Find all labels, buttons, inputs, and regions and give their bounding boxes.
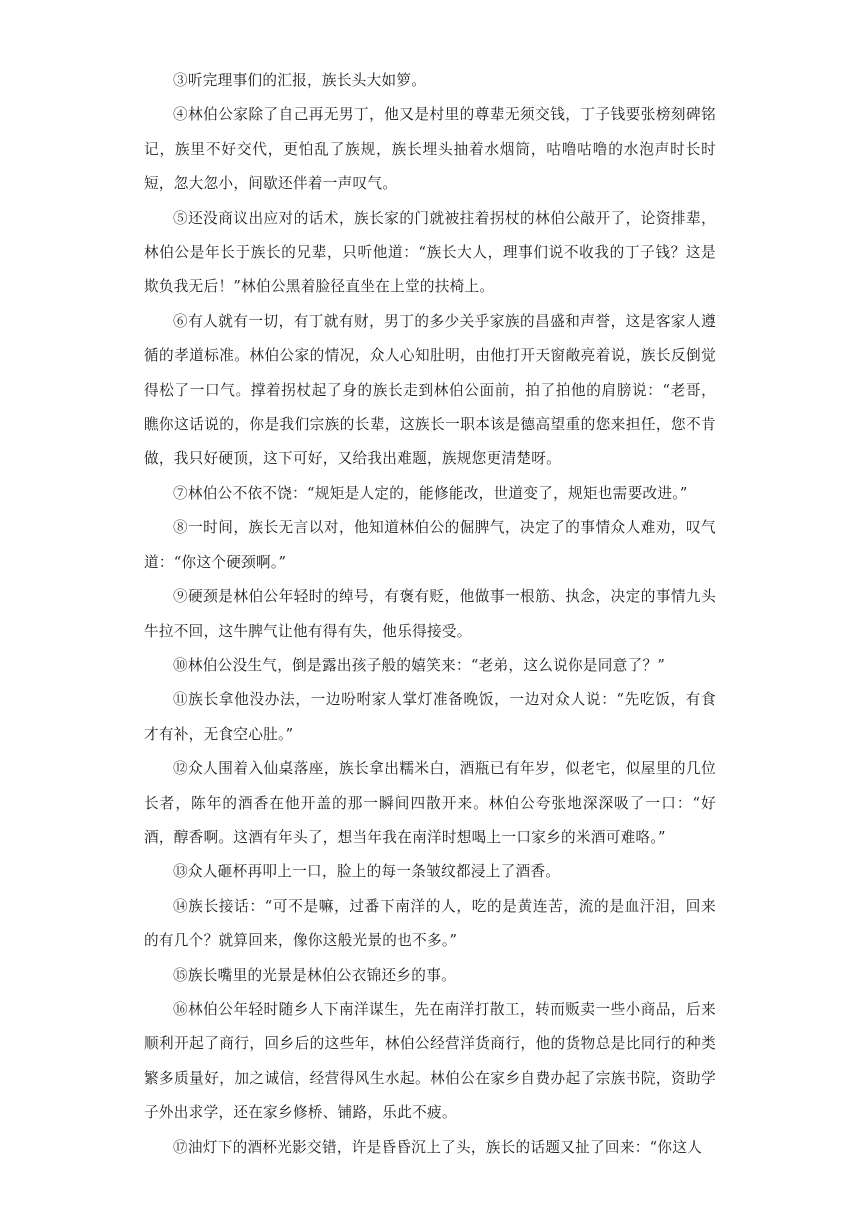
paragraph-17: ⑰油灯下的酒杯光影交错，许是昏昏沉上了头，族长的话题又扯了回来：“你这人 [173,1138,703,1156]
paragraph-12: ⑫众人围着入仙桌落座，族长拿出糯米白，酒瓶已有年岁，似老宅，似屋里的几位长者，陈年的酒香在他开盖的那一瞬间四散开来。林伯公夸张地深深吸了一口：“好酒，醇香啊。这酒有年头了，想当年我在南洋时想喝上一口家乡的米酒可难咯。” [144,760,716,846]
paragraph-10: ⑩林伯公没生气，倒是露出孩子般的嬉笑来：“老弟，这么说你是同意了？” [173,656,666,674]
paragraph-13: ⑬众人砸杯再叩上一口，脸上的每一条皱纹都浸上了酒香。 [173,863,561,881]
paragraph-5: ⑤还没商议出应对的话术，族长家的门就被拄着拐杖的林伯公敲开了，论资排辈，林伯公是年长于族长的兄辈，只听他道：“族长大人，理事们说不收我的丁子钱？这是欺负我无后！”林伯公黑着脸径直坐在上堂的扶椅上。 [144,209,716,296]
paragraph-9: ⑨硬颈是林伯公年轻时的绰号，有褒有贬，他做事一根筋、执念，决定的事情九头牛拉不回，这牛脾气让他有得有失，他乐得接受。 [144,588,716,640]
paragraph-4: ④林伯公家除了自己再无男丁，他又是村里的尊辈无须交钱，丁子钱要张榜刻碑铭记，族里不好交代，更怕乱了族规，族长埋头抽着水烟筒，咕噜咕噜的水泡声时长时短，忽大忽小，间歇还伴着一声叹气。 [144,106,716,193]
paragraph-8: ⑧一时间，族长无言以对，他知道林伯公的倔脾气，决定了的事情众人难劝，叹气道：“你这个硬颈啊。” [144,519,716,571]
paragraph-3: ③听完理事们的汇报，族长头大如箩。 [173,72,427,89]
paragraph-14: ⑭族长接话：“可不是嘛，过番下南洋的人，吃的是黄连苦，流的是血汗泪，回来的有几个？就算回来，像你这般光景的也不多。” [144,897,716,950]
paragraph-15: ⑮族长嘴里的光景是林伯公衣锦还乡的事。 [173,966,456,984]
paragraph-6: ⑥有人就有一切，有丁就有财，男丁的多少关乎家族的昌盛和声誉，这是客家人遵循的孝道标准。林伯公家的情况，众人心知肚明，由他打开天窗敞亮着说，族长反倒觉得松了一口气。撑着拐杖起了身的族长走到林伯公面前，拍了拍他的肩膀说：“老哥，瞧你这话说的，你是我们宗族的长辈，这族长一职本该是德高望重的您来担任，您不肯做，我只好硬顶，这下可好，又给我出难题，族规您更清楚呀。 [144,312,716,468]
paragraph-7: ⑦林伯公不依不饶：“规矩是人定的，能修能改，世道变了，规矩也需要改进。” [173,484,688,502]
article-body [144,64,716,1165]
paragraph-16: ⑯林伯公年轻时随乡人下南洋谋生，先在南洋打散工，转而贩卖一些小商品，后来顺利开起了商行，回乡后的这些年，林伯公经营洋货商行，他的货物总是比同行的种类繁多质量好，加之诚信，经营得风生水起。林伯公在家乡自费办起了宗族书院，资助学子外出求学，还在家乡修桥、铺路，乐此不疲。 [144,1000,716,1122]
paragraph-11: ⑪族长拿他没办法，一边吩咐家人掌灯准备晚饭，一边对众人说：“先吃饭，有食才有补，无食空心肚。” [144,691,716,743]
